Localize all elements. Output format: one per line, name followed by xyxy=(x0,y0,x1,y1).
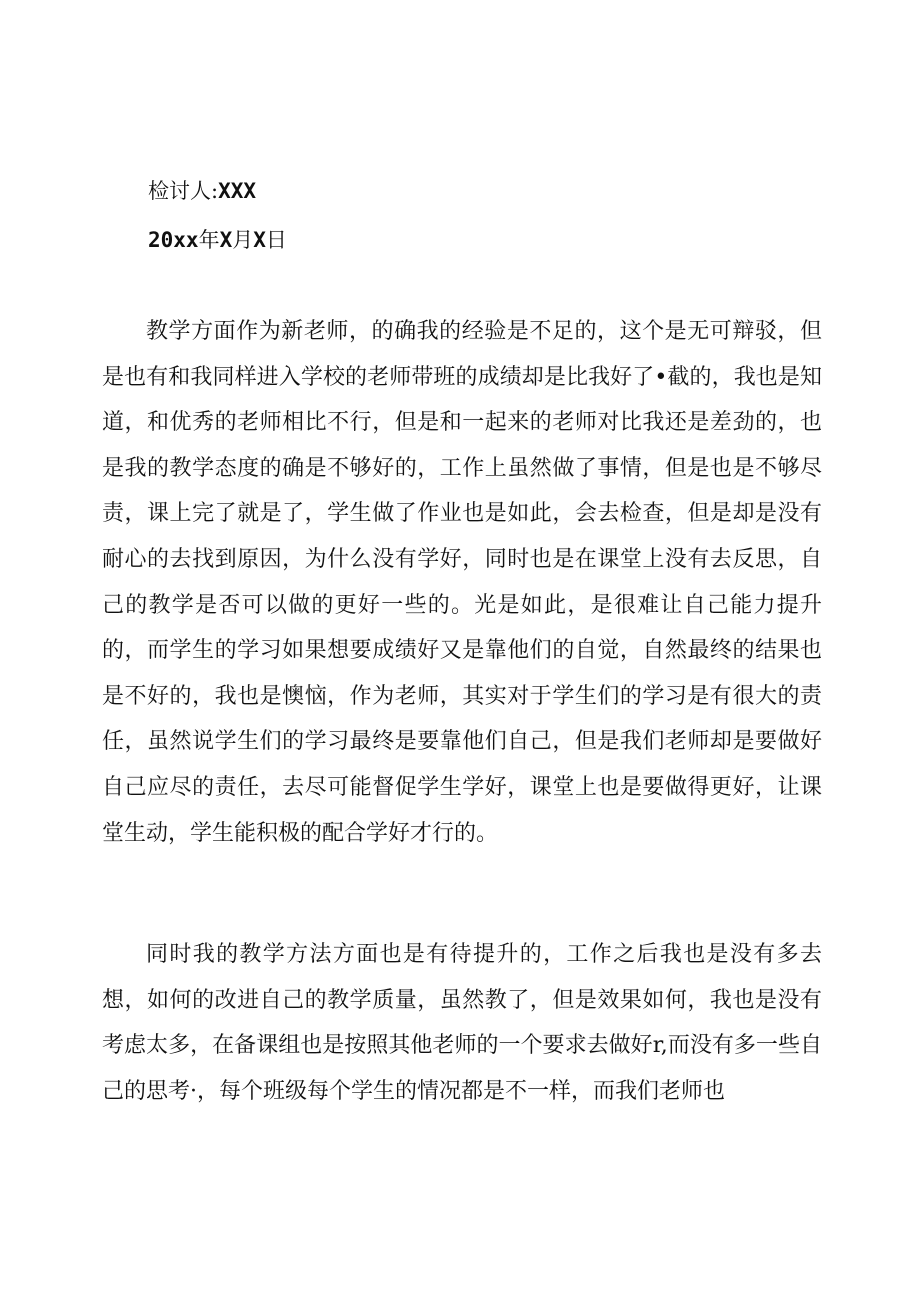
body-paragraph: 同时我的教学方法方面也是有待提升的，工作之后我也是没有多去想，如何的改进自己的教学质量，虽然教了，但是效果如何，我也是没有考虑太多，在备课组也是按照其他老师的一个要求去做好r,而没有多一些自己的思考·，每个班级每个学生的情况都是不一样，而我们老师也 xyxy=(102,942,822,1104)
date-month-char: 月 xyxy=(232,228,254,252)
date-month: X xyxy=(219,228,233,252)
date-year-char: 年 xyxy=(198,228,220,252)
date-year: 20xx xyxy=(148,228,199,252)
body-paragraph: 教学方面作为新老师，的确我的经验是不足的，这个是无可辩驳，但是也有和我同样进入学校的老师带班的成绩却是比我好了•截的，我也是知道，和优秀的老师相比不行，但是和一起来的老师对比我还是差劲的，也是我的教学态度的确是不够好的，工作上虽然做了事情，但是也是不够尽责，课上完了就是了，学生做了作业也是如此，会去检查，但是却是没有耐心的去找到原因，为什么没有学好，同时也是在课堂上没有去反思，自己的教学是否可以做的更好一些的。光是如此，是很难让自己能力提升的，而学生的学习如果想要成绩好又是靠他们的自觉，自然最终的结果也是不好的，我也是懊恼，作为老师，其实对于学生们的学习是有很大的责任，虽然说学生们的学习最终是要靠他们自己，但是我们老师却是要做好自己应尽的责任，去尽可能督促学生学好，课堂上也是要做得更好，让课堂生动，学生能积极的配合学好才行的。 xyxy=(102,319,822,846)
date-day-char: 日 xyxy=(265,228,287,252)
signer-line xyxy=(148,177,256,205)
signer-label: 检讨人: xyxy=(148,179,219,203)
date-line xyxy=(148,226,287,254)
signer-name: XXX xyxy=(218,179,257,203)
date-day: X xyxy=(253,228,266,252)
